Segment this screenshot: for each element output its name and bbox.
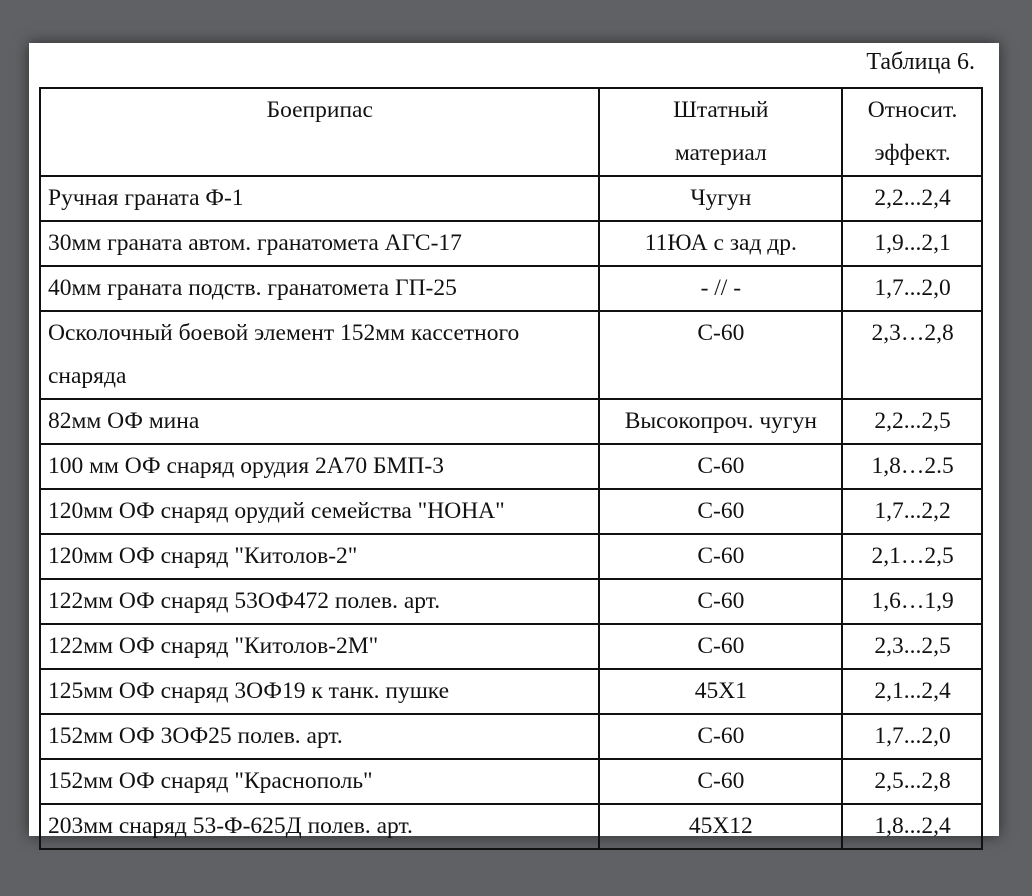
cell-effect: 2,2...2,5 <box>842 399 982 444</box>
cell-ammo: 122мм ОФ снаряд 53ОФ472 полев. арт. <box>40 579 599 624</box>
table-row <box>40 221 982 266</box>
table-row <box>40 399 982 444</box>
table-row <box>40 579 982 624</box>
cell-ammo: 82мм ОФ мина <box>40 399 599 444</box>
ammunition-table <box>39 87 983 850</box>
cell-effect: 1,8…2.5 <box>842 444 982 489</box>
cell-material: С-60 <box>599 444 843 489</box>
table-caption: Таблица 6. <box>866 49 975 75</box>
cell-material: Высокопроч. чугун <box>599 399 843 444</box>
cell-material: 45Х1 <box>599 669 843 714</box>
cell-effect: 1,9...2,1 <box>842 221 982 266</box>
cell-effect: 1,8...2,4 <box>842 804 982 849</box>
cell-effect: 2,2...2,4 <box>842 176 982 221</box>
table-row <box>40 624 982 669</box>
cell-material: С-60 <box>599 579 843 624</box>
table-row <box>40 669 982 714</box>
cell-ammo: Ручная граната Ф-1 <box>40 176 599 221</box>
cell-effect: 2,3...2,5 <box>842 624 982 669</box>
table-row <box>40 714 982 759</box>
cell-ammo: 125мм ОФ снаряд 3ОФ19 к танк. пушке <box>40 669 599 714</box>
header-ammo-label: Боеприпас <box>266 97 373 123</box>
cell-material: С-60 <box>599 759 843 804</box>
table-row <box>40 176 982 221</box>
cell-effect: 1,6…1,9 <box>842 579 982 624</box>
cell-ammo: 100 мм ОФ снаряд орудия 2А70 БМП-3 <box>40 444 599 489</box>
table-row <box>40 444 982 489</box>
cell-ammo: Осколочный боевой элемент 152мм кассетного снаряда <box>40 311 599 399</box>
table-row <box>40 534 982 579</box>
cell-ammo: 120мм ОФ снаряд "Китолов-2" <box>40 534 599 579</box>
cell-material: Чугун <box>599 176 843 221</box>
cell-effect: 2,1…2,5 <box>842 534 982 579</box>
table-row <box>40 266 982 311</box>
table-header-row <box>40 88 982 176</box>
cell-material: С-60 <box>599 311 843 399</box>
cell-material: С-60 <box>599 534 843 579</box>
cell-material: - // - <box>599 266 843 311</box>
cell-material: 11ЮА с зад др. <box>599 221 843 266</box>
cell-material: С-60 <box>599 489 843 534</box>
cell-effect: 1,7...2,0 <box>842 266 982 311</box>
table-row <box>40 311 982 399</box>
cell-effect: 1,7...2,0 <box>842 714 982 759</box>
header-effect-line2: эффект. <box>874 140 951 166</box>
cell-effect: 2,5...2,8 <box>842 759 982 804</box>
table-row <box>40 489 982 534</box>
cell-material: С-60 <box>599 714 843 759</box>
table-row <box>40 804 982 849</box>
header-material-line2: материал <box>674 140 767 166</box>
table-body <box>40 176 982 849</box>
cell-ammo: 40мм граната подств. гранатомета ГП-25 <box>40 266 599 311</box>
table-row <box>40 759 982 804</box>
cell-material: 45Х12 <box>599 804 843 849</box>
cell-ammo: 152мм ОФ 3ОФ25 полев. арт. <box>40 714 599 759</box>
document-page <box>29 43 999 839</box>
cell-ammo: 120мм ОФ снаряд орудий семейства "НОНА" <box>40 489 599 534</box>
cell-material: С-60 <box>599 624 843 669</box>
header-effect-line1: Относит. <box>867 97 958 123</box>
cell-effect: 1,7...2,2 <box>842 489 982 534</box>
cell-effect: 2,1...2,4 <box>842 669 982 714</box>
header-ammo <box>40 88 599 176</box>
header-material-line1: Штатный <box>673 97 769 123</box>
header-effect <box>842 88 982 176</box>
cell-ammo: 30мм граната автом. гранатомета АГС-17 <box>40 221 599 266</box>
header-material <box>599 88 843 176</box>
cell-ammo: 152мм ОФ снаряд "Краснополь" <box>40 759 599 804</box>
cell-effect: 2,3…2,8 <box>842 311 982 399</box>
cell-ammo: 203мм снаряд 53-Ф-625Д полев. арт. <box>40 804 599 849</box>
cell-ammo: 122мм ОФ снаряд "Китолов-2М" <box>40 624 599 669</box>
